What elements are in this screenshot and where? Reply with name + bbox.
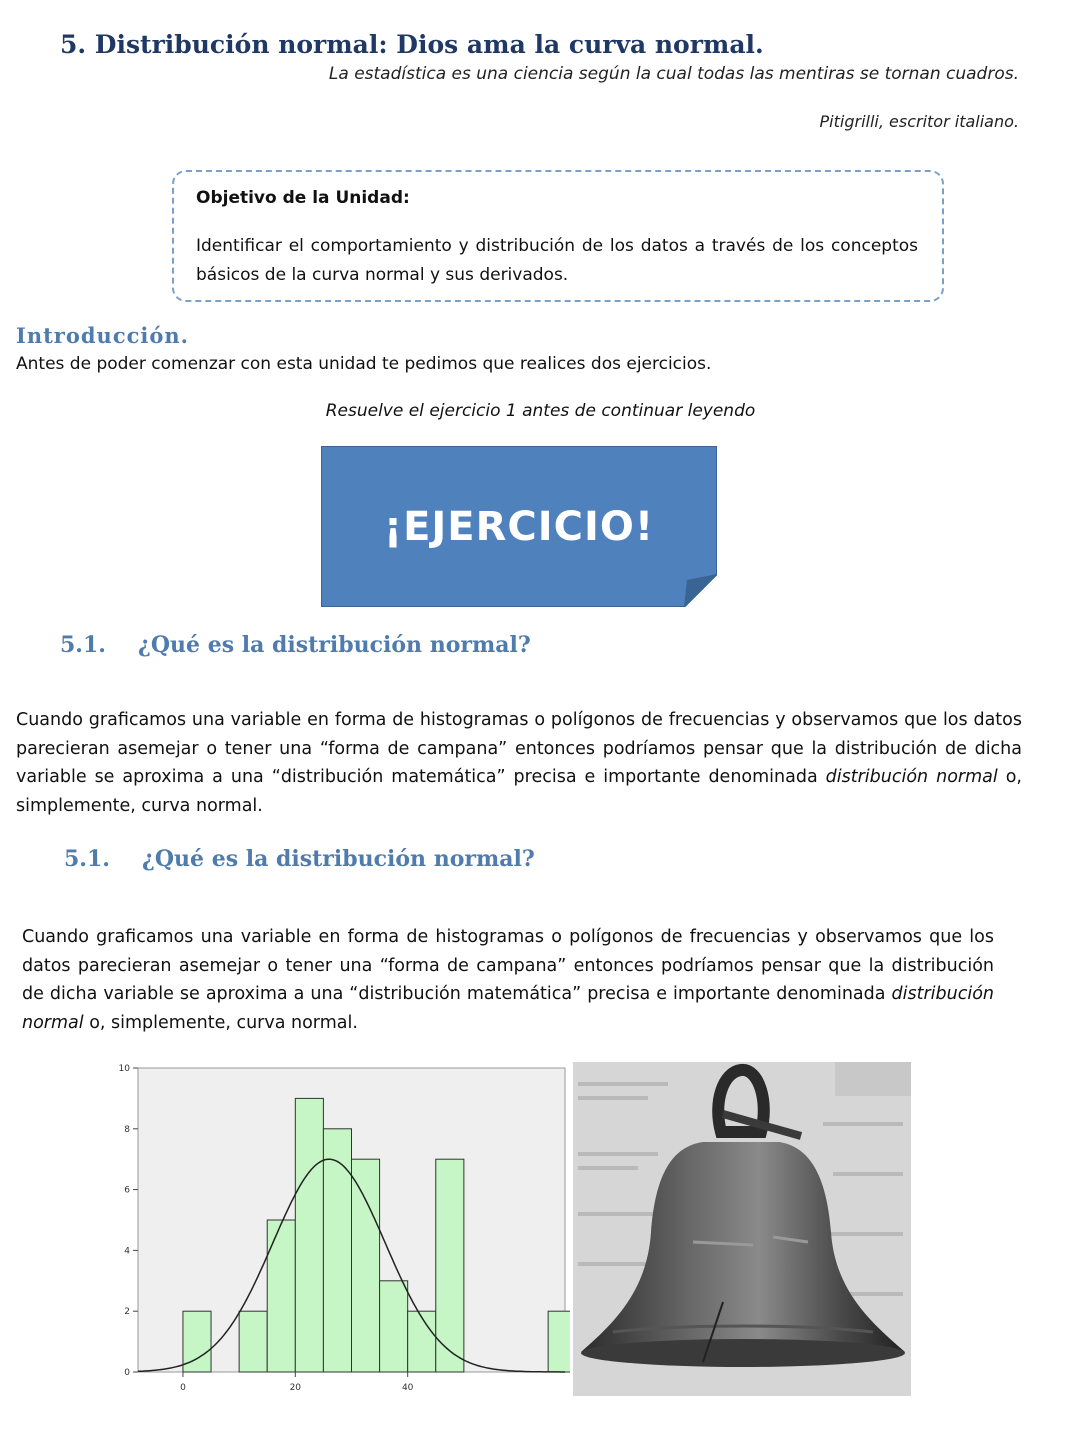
y-tick-label: 10 (118, 1064, 130, 1074)
paragraph-text-end: o, simplemente, curva normal. (83, 1012, 358, 1033)
x-tick-label: 40 (401, 1383, 414, 1393)
section-title: ¿Qué es la distribución normal? (138, 632, 531, 658)
x-tick-label: 20 (289, 1383, 302, 1393)
histogram-bar (436, 1159, 464, 1372)
histogram-bar (267, 1220, 295, 1372)
histogram-bar (380, 1281, 408, 1372)
paragraph-text-end: o, simplemente, curva normal. (16, 767, 1022, 816)
histogram-bar (352, 1159, 380, 1372)
epigraph-author: Pitigrilli, escritor italiano. (819, 112, 1019, 131)
intro-text: Antes de poder comenzar con esta unidad te pedimos que realices dos ejercicios. (16, 354, 712, 374)
section-paragraph-repeat (22, 923, 994, 1037)
histogram-bar (408, 1311, 436, 1372)
exercise-instruction: Resuelve el ejercicio 1 antes de continuar leyendo (325, 401, 756, 421)
y-tick-label: 6 (124, 1185, 130, 1196)
objective-title: Objetivo de la Unidad: (196, 188, 410, 208)
paragraph-emphasis: distribución normal (825, 767, 998, 787)
y-tick-label: 8 (124, 1124, 130, 1135)
histogram-bar (239, 1311, 267, 1372)
section-heading-repeat (64, 846, 535, 872)
section-number: 5.1. (64, 846, 110, 872)
histogram-bar (295, 1098, 323, 1372)
intro-heading: Introducción. (16, 323, 189, 348)
paragraph-emphasis: distribución normal (22, 984, 994, 1033)
section-title: ¿Qué es la distribución normal? (142, 846, 535, 872)
objective-text: Identificar el comportamiento y distribución de los datos a través de los conceptos básicos de la curva normal y sus derivados. (196, 236, 918, 285)
chapter-title: 5. Distribución normal: Dios ama la curva normal. (60, 30, 764, 59)
bell-icon (573, 1062, 911, 1396)
paragraph-text: Cuando graficamos una variable en forma de histogramas o polígonos de frecuencias y observamos que los datos parecieran asemejar o tener una “forma de campana” entonces podríamos pensar que la distribución de dicha variable se aproxima a una “distribución matemática” precisa e importante denominada (16, 710, 1022, 787)
exercise-note (321, 446, 717, 607)
x-tick-label: 0 (180, 1383, 186, 1393)
histogram-chart (100, 1062, 570, 1402)
y-tick-label: 2 (124, 1307, 130, 1318)
histogram-bar (323, 1129, 351, 1372)
y-tick-label: 0 (124, 1368, 130, 1378)
epigraph-quote: La estadística es una ciencia según la cual todas las mentiras se tornan cuadros. (328, 64, 1019, 84)
y-tick-label: 4 (124, 1246, 130, 1257)
section-number: 5.1. (60, 632, 106, 658)
exercise-label: ¡EJERCICIO! (383, 503, 655, 550)
paragraph-text: Cuando graficamos una variable en forma de histogramas o polígonos de frecuencias y observamos que los datos parecieran asemejar o tener una “forma de campana” entonces podríamos pensar que la distribución de dicha variable se aproxima a una “distribución matemática” precisa e importante denominada (22, 927, 994, 1004)
section-heading (60, 632, 531, 658)
objective-box (172, 170, 944, 302)
section-paragraph (16, 706, 1022, 820)
histogram-bar (548, 1311, 570, 1372)
